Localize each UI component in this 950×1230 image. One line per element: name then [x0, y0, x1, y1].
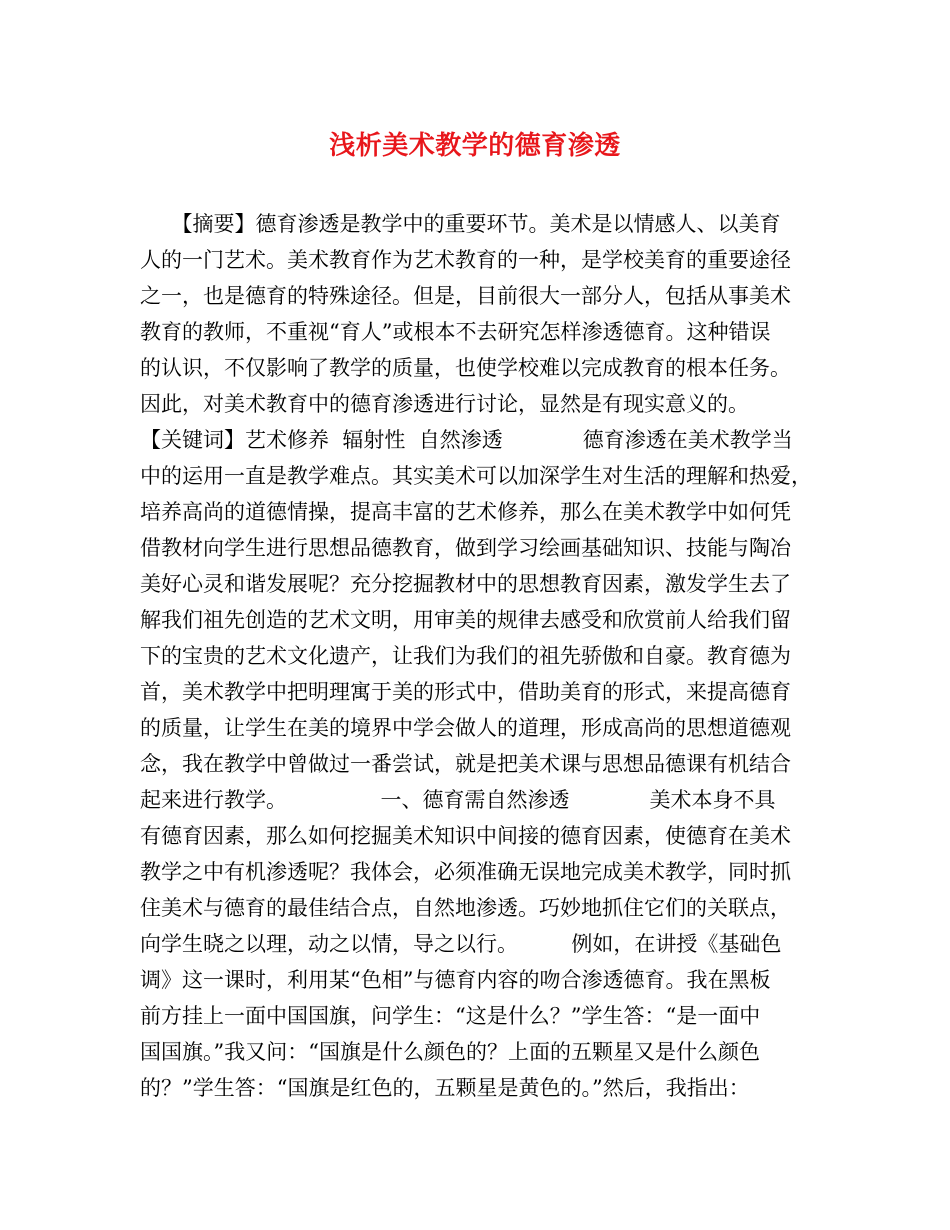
body-line-24: 国国旗。”我又问：“国旗是什么颜色的？上面的五颗星又是什么颜色 [140, 1040, 760, 1064]
body-line-4: 教育的教师，不重视“育人”或根本不去研究怎样渗透德育。这种错误 [140, 320, 771, 344]
body-line-21: 向学生晓之以理，动之以情，导之以行。 例如，在讲授《基础色 [140, 932, 782, 956]
body-line-3: 之一，也是德育的特殊途径。但是，目前很大一部分人，包括从事美术 [140, 284, 791, 308]
body-line-20: 住美术与德育的最佳结合点，自然地渗透。巧妙地抓住它们的关联点， [140, 896, 791, 920]
body-line-17: 起来进行教学。 一、德育需自然渗透 美术本身不具 [140, 788, 776, 812]
body-line-2: 人的一门艺术。美术教育作为艺术教育的一种，是学校美育的重要途径 [140, 248, 791, 272]
body-line-14: 首，美术教学中把明理寓于美的形式中，借助美育的形式，来提高德育 [140, 680, 791, 704]
body-line-1: 【摘要】德育渗透是教学中的重要环节。美术是以情感人、以美育 [140, 212, 781, 236]
body-line-16: 念，我在教学中曾做过一番尝试，就是把美术课与思想品德课有机结合 [140, 752, 791, 776]
body-line-25: 的？”学生答：“国旗是红色的，五颗星是黄色的。”然后，我指出： [140, 1076, 750, 1100]
body-line-9: 培养高尚的道德情操，提高丰富的艺术修养，那么在美术教学中如何凭 [140, 500, 791, 524]
body-line-22: 调》这一课时，利用某“色相”与德育内容的吻合渗透德育。我在黑板 [140, 968, 771, 992]
body-line-15: 的质量，让学生在美的境界中学会做人的道理，形成高尚的思想道德观 [140, 716, 791, 740]
body-line-23: 前方挂上一面中国国旗，问学生：“这是什么？”学生答：“是一面中 [140, 1004, 761, 1028]
body-line-8: 中的运用一直是教学难点。其实美术可以加深学生对生活的理解和热爱， [140, 464, 812, 488]
body-line-11: 美好心灵和谐发展呢？充分挖掘教材中的思想教育因素，激发学生去了 [140, 572, 791, 596]
body-line-7: 【关键词】艺术修养 辐射性 自然渗透 德育渗透在美术教学当 [140, 428, 793, 452]
body-line-13: 下的宝贵的艺术文化遗产，让我们为我们的祖先骄傲和自豪。教育德为 [140, 644, 791, 668]
document-title: 浅析美术教学的德育渗透 [329, 131, 621, 161]
body-line-12: 解我们祖先创造的艺术文明，用审美的规律去感受和欣赏前人给我们留 [140, 608, 791, 632]
body-line-19: 教学之中有机渗透呢？我体会，必须准确无误地完成美术教学，同时抓 [140, 860, 791, 884]
body-line-18: 有德育因素，那么如何挖掘美术知识中间接的德育因素，使德育在美术 [140, 824, 791, 848]
body-line-10: 借教材向学生进行思想品德教育，做到学习绘画基础知识、技能与陶冶 [140, 536, 791, 560]
body-line-6: 因此，对美术教育中的德育渗透进行讨论，显然是有现实意义的。 [140, 392, 749, 416]
body-line-5: 的认识，不仅影响了教学的质量，也使学校难以完成教育的根本任务。 [140, 356, 791, 380]
